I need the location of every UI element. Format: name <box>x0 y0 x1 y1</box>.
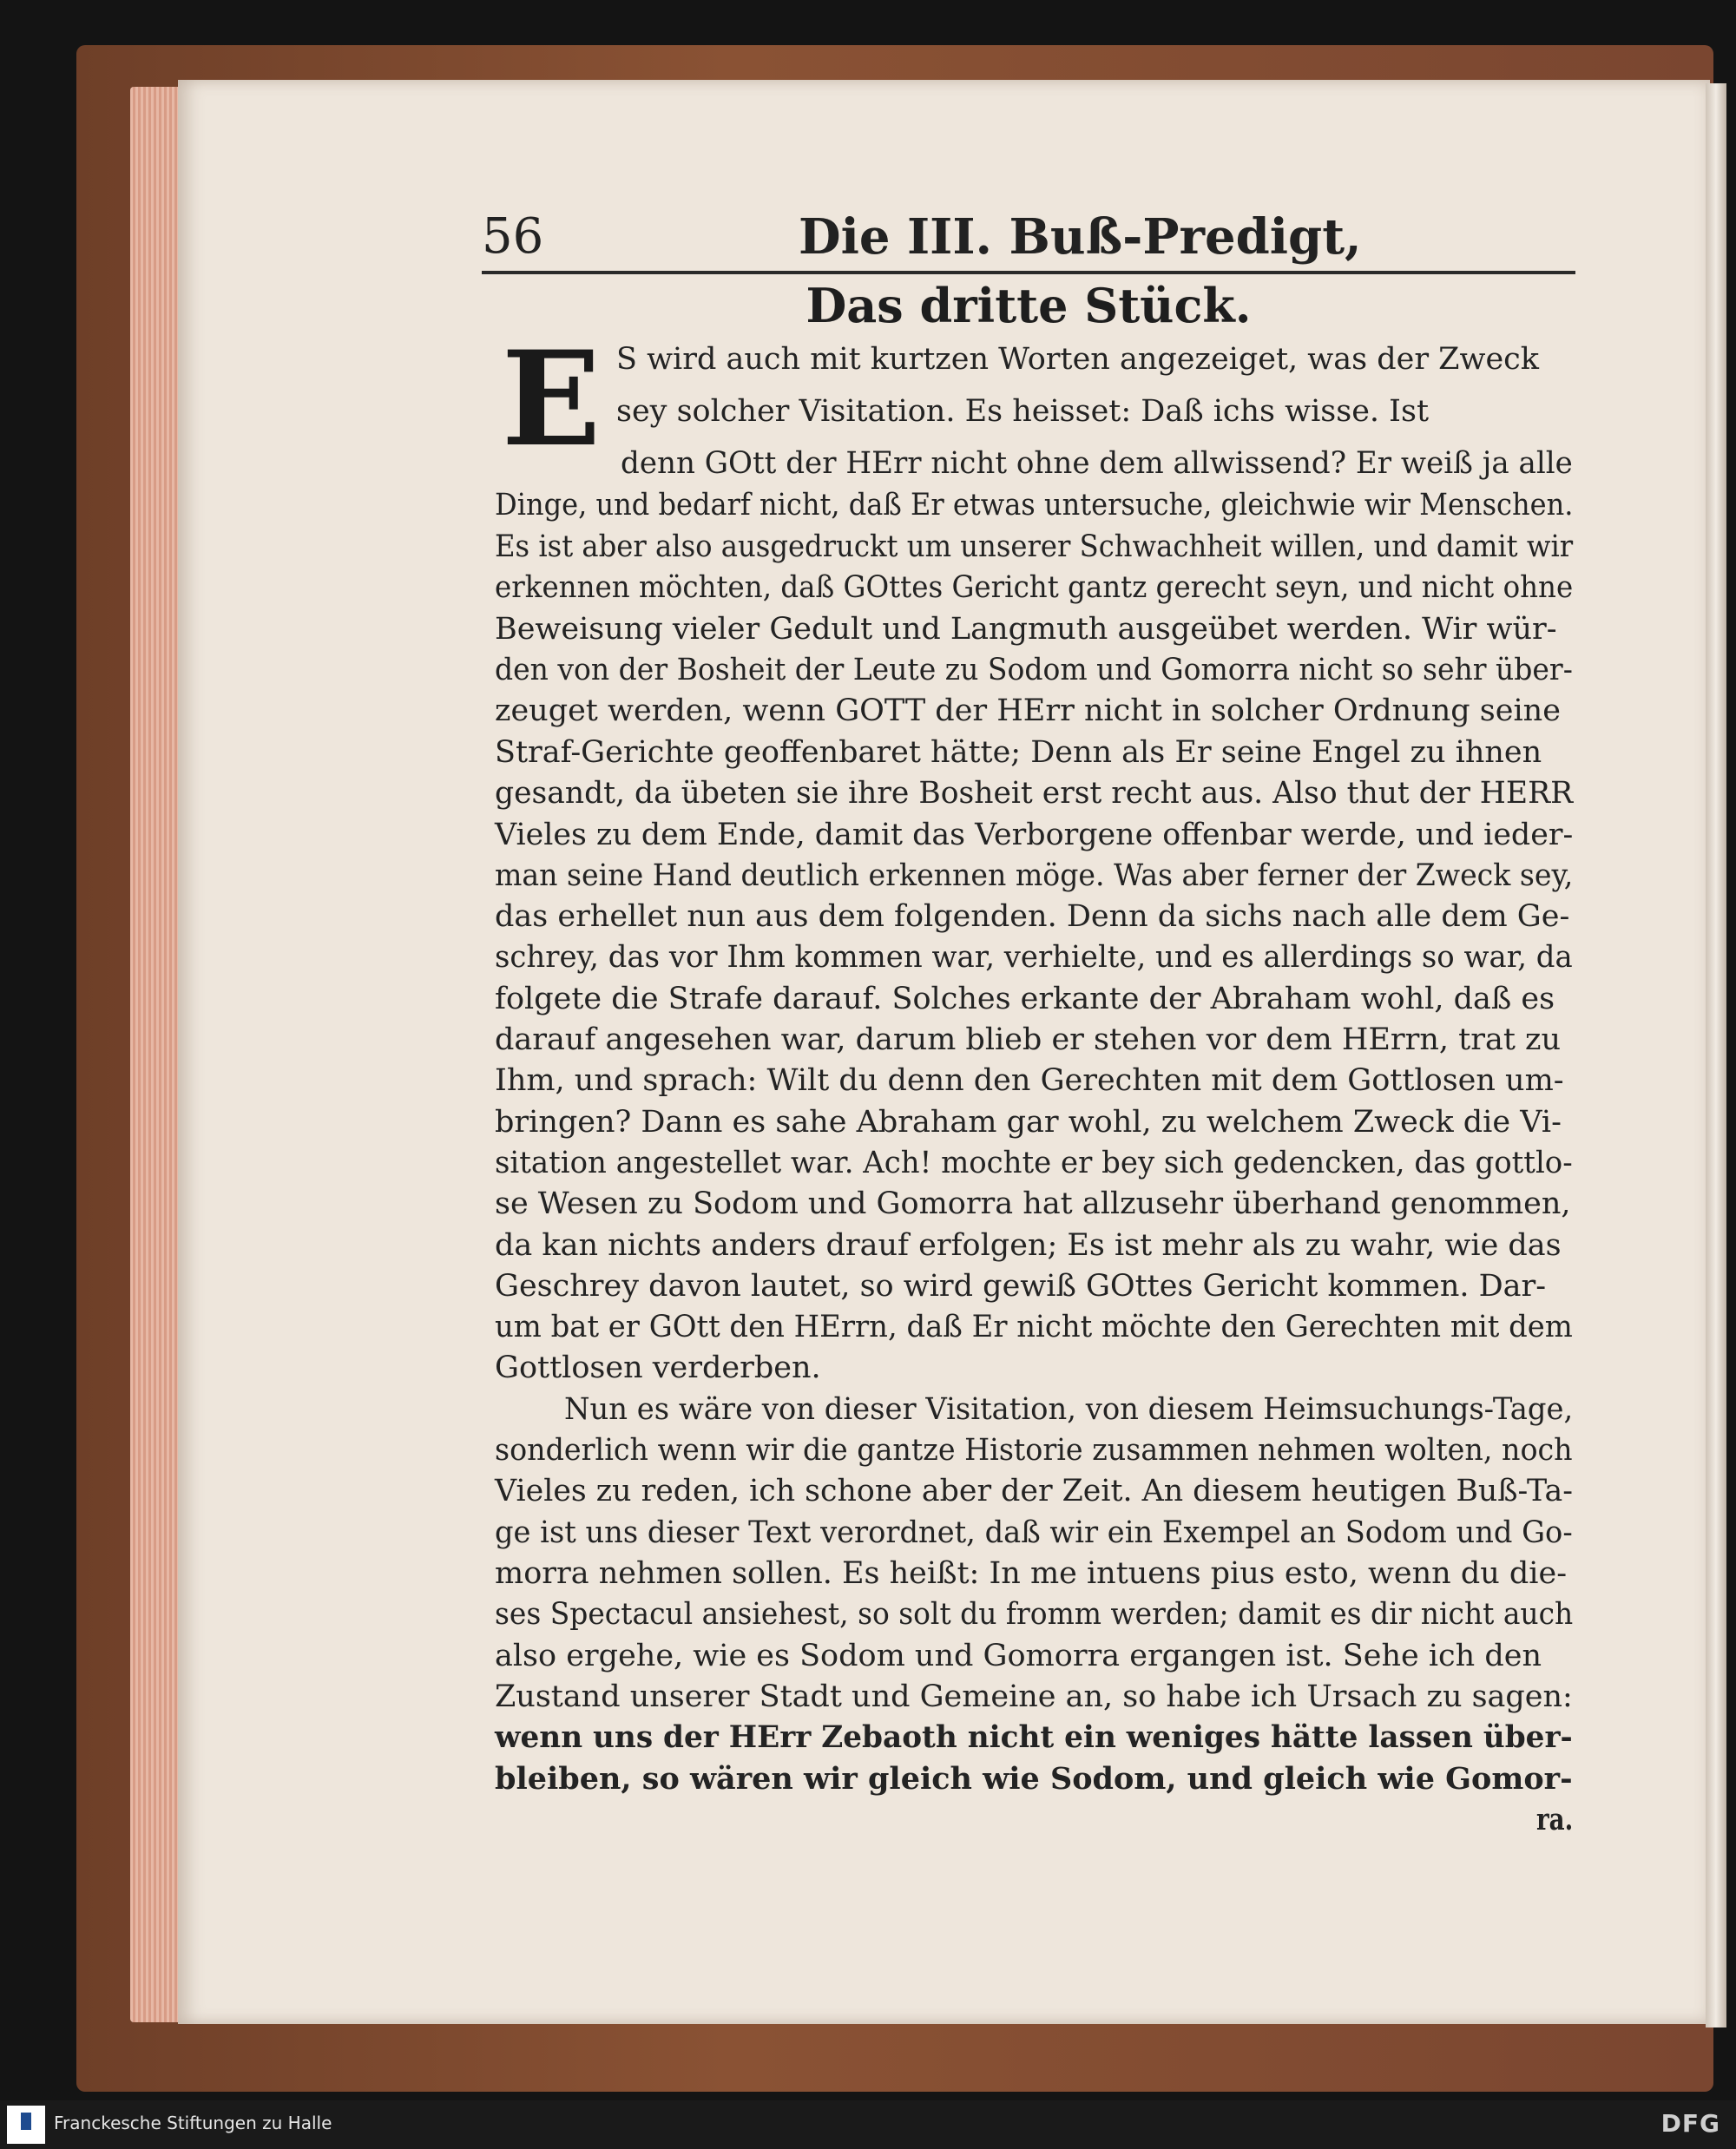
footer-source: Franckesche Stiftungen zu Halle <box>54 2113 332 2133</box>
text-line: schrey, das vor Ihm kommen war, verhielte, und es allerdings so war, da <box>495 940 1573 975</box>
text-line: ge ist uns dieser Text verordnet, daß wir ein Exempel an Sodom und Go- <box>495 1515 1573 1550</box>
text-line: das erhellet nun aus dem folgenden. Denn da sichs nach alle dem Ge- <box>495 899 1570 934</box>
text-line: also ergehe, wie es Sodom und Gomorra ergangen ist. Sehe ich den <box>495 1639 1542 1673</box>
text-line: Nun es wäre von dieser Visitation, von diesem Heimsuchungs-Tage, <box>564 1392 1574 1427</box>
page-header <box>482 208 1575 269</box>
logo-mark <box>21 2113 31 2130</box>
text-line: um bat er GOtt den HErrn, daß Er nicht möchte den Gerechten mit dem <box>495 1310 1573 1344</box>
running-title: Die III. Buß-Predigt, <box>799 208 1362 266</box>
text-line: morra nehmen sollen. Es heißt: In me intuens pius esto, wenn du die- <box>495 1556 1568 1591</box>
text-line: Straf-Gerichte geoffenbaret hätte; Denn als Er seine Engel zu ihnen <box>495 735 1542 770</box>
page-edges <box>130 87 182 2022</box>
header-rule <box>482 271 1575 274</box>
text-line: den von der Bosheit der Leute zu Sodom und Gomorra nicht so sehr über- <box>495 653 1573 687</box>
text-line: zeuget werden, wenn GOTT der HErr nicht in solcher Ordnung seine <box>495 693 1561 728</box>
text-line: sonderlich wenn wir die gantze Historie zusammen nehmen wolten, noch <box>495 1433 1573 1468</box>
text-line: sey solcher Visitation. Es heisset: Daß ichs wisse. Ist <box>616 394 1430 429</box>
text-line: Vieles zu dem Ende, damit das Verborgene offenbar werde, und ieder- <box>495 818 1574 852</box>
text-line: gesandt, da übeten sie ihre Bosheit erst recht aus. Also thut der HERR <box>495 776 1574 811</box>
text-line: bringen? Dann es sahe Abraham gar wohl, zu welchem Zweck die Vi- <box>495 1105 1562 1140</box>
dfg-badge: DFG <box>1660 2109 1720 2138</box>
text-line: bleiben, so wären wir gleich wie Sodom, und gleich wie Gomor- <box>495 1761 1573 1797</box>
text-line: wenn uns der HErr Zebaoth nicht ein weniges hätte lassen über- <box>495 1719 1573 1755</box>
text-line: Vieles zu reden, ich schone aber der Zeit. An diesem heutigen Buß-Ta- <box>495 1474 1574 1508</box>
page-number: 56 <box>482 208 544 265</box>
text-line: Beweisung vieler Gedult und Langmuth ausgeübet werden. Wir wür- <box>495 612 1557 647</box>
text-line: Ihm, und sprach: Wilt du denn den Gerechten mit dem Gottlosen um- <box>495 1063 1564 1098</box>
text-line: erkennen möchten, daß GOttes Gericht gantz gerecht seyn, und nicht ohne <box>495 570 1574 605</box>
text-line: ra. <box>1536 1802 1574 1837</box>
institution-logo-icon <box>7 2106 45 2144</box>
text-line: Dinge, und bedarf nicht, daß Er etwas untersuche, gleichwie wir Menschen. <box>495 488 1574 522</box>
text-line: denn GOtt der HErr nicht ohne dem allwissend? Er weiß ja alle <box>621 446 1573 481</box>
text-line: man seine Hand deutlich erkennen möge. Was aber ferner der Zweck sey, <box>495 858 1574 893</box>
text-line: folgete die Strafe darauf. Solches erkante der Abraham wohl, daß es <box>495 982 1555 1016</box>
text-line: darauf angesehen war, darum blieb er stehen vor dem HErrn, trat zu <box>495 1022 1561 1057</box>
page-right-edge <box>1706 83 1726 2027</box>
text-line: Geschrey davon lautet, so wird gewiß GOttes Gericht kommen. Dar- <box>495 1269 1547 1304</box>
text-line: sitation angestellet war. Ach! mochte er bey sich gedencken, das gottlo- <box>495 1146 1573 1180</box>
text-line: S wird auch mit kurtzen Worten angezeiget, was der Zweck <box>616 342 1539 377</box>
dropcap-initial: E <box>501 323 602 476</box>
text-line: da kan nichts anders drauf erfolgen; Es ist mehr als zu wahr, wie das <box>495 1228 1562 1263</box>
text-line: Zustand unserer Stadt und Gemeine an, so habe ich Ursach zu sagen: <box>495 1679 1573 1714</box>
section-heading: Das dritte Stück. <box>806 278 1252 333</box>
text-line: Gottlosen verderben. <box>495 1351 821 1385</box>
text-line: se Wesen zu Sodom und Gomorra hat allzusehr überhand genommen, <box>495 1186 1571 1221</box>
text-line: ses Spectacul ansiehest, so solt du fromm werden; damit es dir nicht auch <box>495 1597 1574 1632</box>
text-line: Es ist aber also ausgedruckt um unserer Schwachheit willen, und damit wir <box>495 529 1574 564</box>
footer-bar <box>0 2100 1736 2149</box>
